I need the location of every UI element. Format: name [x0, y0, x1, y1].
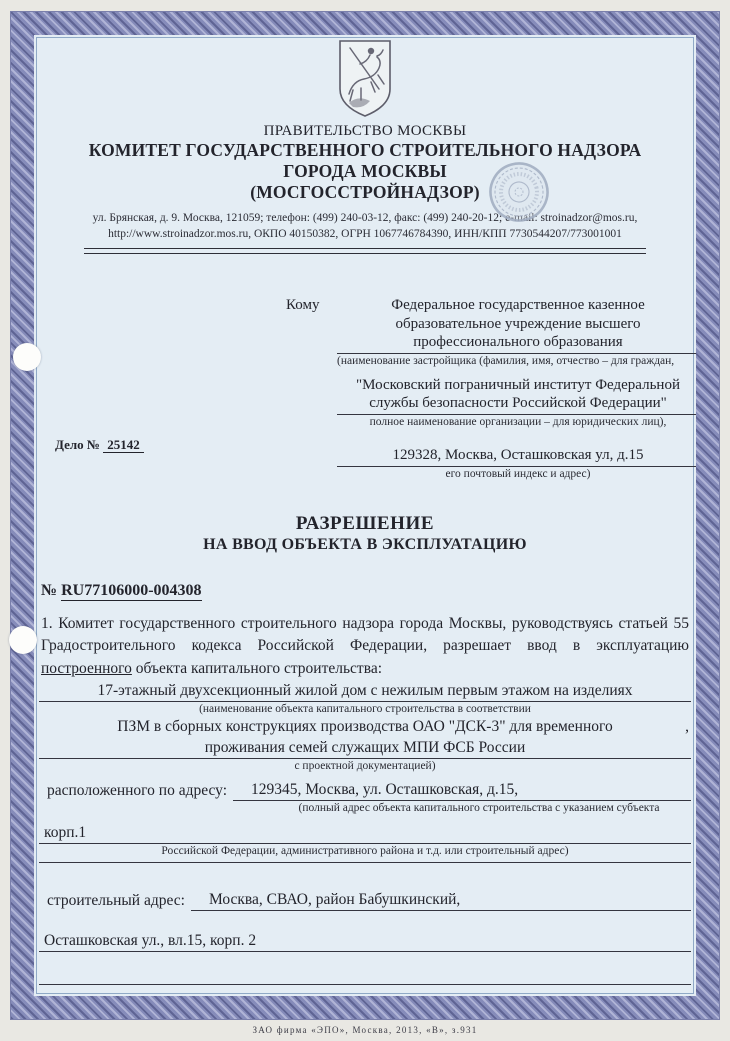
- round-embossed-seal-icon: [488, 161, 550, 223]
- addressee-block: [286, 296, 691, 481]
- addressee-postal-caption: его почтовый индекс и адрес): [445, 467, 591, 480]
- addressee-name-line: образовательное учреждение высшего: [395, 315, 641, 332]
- addressee-name: [337, 296, 696, 354]
- located-address-caption2: Российской Федерации, административного района и т.д. или строительный адрес): [161, 845, 569, 857]
- located-address-label: расположенного по адресу:: [47, 782, 227, 799]
- document-title-line2: НА ВВОД ОБЪЕКТА В ЭКСПЛУАТАЦИЮ: [203, 535, 527, 553]
- case-number-label: Дело №: [55, 437, 100, 452]
- addressee-organization: [337, 376, 696, 415]
- located-address-row: [39, 779, 691, 801]
- committee-name-line3: (МОСГОССТРОЙНАДЗОР): [250, 182, 480, 202]
- addressee-name-line: профессионального образования: [413, 334, 623, 350]
- guilloche-border: [11, 12, 719, 1019]
- form-comma: ,: [685, 718, 689, 735]
- addressee-postal-address: 129328, Москва, Осташковская ул, д.15: [337, 445, 696, 467]
- permit-number-value: RU77106000-004308: [61, 581, 202, 599]
- construction-address-value: Москва, СВАО, район Бабушкинский,: [191, 889, 691, 911]
- issuer-header: [39, 122, 691, 203]
- committee-name-line2: ГОРОДА МОСКВЫ: [283, 161, 447, 181]
- clause-1-tail: объекта капитального строительства:: [135, 659, 383, 677]
- clause-1-built-word: построенного: [41, 659, 132, 677]
- document-title: [39, 513, 691, 555]
- addressee-org-line: "Московский пограничный институт Федеральной: [356, 376, 680, 393]
- located-address-value2: корп.1: [39, 823, 691, 844]
- object-name-line3: проживания семей служащих МПИ ФСБ России: [39, 737, 691, 759]
- header-divider: [84, 248, 646, 254]
- located-address-caption1: (полный адрес объекта капитального строительства с указанием субъекта: [298, 802, 660, 814]
- contact-line1: ул. Брянская, д. 9. Москва, 121059; телефон: (499) 240-03-12, факс: (499) 240-20-12; e-mail: stroinadzor@mos.ru,: [92, 212, 638, 224]
- case-number: [55, 437, 144, 453]
- document-title-line1: РАЗРЕШЕНИЕ: [295, 512, 435, 534]
- object-name-line2: [39, 716, 691, 737]
- permit-number: [39, 581, 691, 601]
- permit-number-label: №: [41, 581, 58, 599]
- construction-address-value2: Осташковская ул., вл.15, корп. 2: [39, 931, 691, 952]
- construction-address-label: строительный адрес:: [47, 892, 185, 909]
- addressee-label: Кому: [286, 297, 320, 313]
- committee-name-line1: КОМИТЕТ ГОСУДАРСТВЕННОГО СТРОИТЕЛЬНОГО НАДЗОРА: [88, 140, 642, 160]
- document-sheet: [34, 35, 696, 996]
- contact-line2: http://www.stroinadzor.mos.ru, ОКПО 40150382, ОГРН 1067746784390, ИНН/КПП 7730544207/773001001: [108, 227, 622, 240]
- addressee-org-line: службы безопасности Российской Федерации": [369, 395, 667, 411]
- object-name-caption2: с проектной документацией): [294, 760, 436, 772]
- object-name-caption1: (наименование объекта капитального строительства в соответствии: [199, 703, 531, 715]
- case-number-value: 25142: [103, 437, 144, 453]
- addressee-name-caption: (наименование застройщика (фамилия, имя, отчество – для граждан,: [337, 354, 675, 367]
- blank-form-line: [39, 858, 691, 863]
- issuer-contacts: [39, 211, 691, 242]
- construction-address-row: [39, 889, 691, 911]
- clause-1-intro: 1. Комитет государственного строительного надзора города Москвы, руководствуясь статьей 55 Градостроительного кодекса Российской Федерации, разрешает ввод в эксплуатацию: [41, 614, 689, 654]
- object-name-line1: 17-этажный двухсекционный жилой дом с нежилым первым этажом на изделиях: [39, 680, 691, 702]
- blank-form-line: [39, 964, 691, 985]
- object-name-line2-text: ПЗМ в сборных конструкциях производства ОАО "ДСК-3" для временного: [117, 718, 613, 735]
- addressee-name-line: Федеральное государственное казенное: [391, 297, 645, 313]
- printer-imprint: ЗАО фирма «ЭПО», Москва, 2013, «В», з.931: [252, 1025, 478, 1035]
- government-line: ПРАВИТЕЛЬСТВО МОСКВЫ: [263, 123, 467, 139]
- clause-1: [41, 613, 689, 681]
- located-address-value: 129345, Москва, ул. Осташковская, д.15,: [233, 779, 691, 801]
- punch-hole-bottom: [9, 626, 37, 654]
- moscow-coat-of-arms-icon: [337, 39, 393, 119]
- punch-hole-top: [13, 343, 41, 371]
- addressee-org-caption: полное наименование организации – для юридических лиц),: [369, 415, 667, 428]
